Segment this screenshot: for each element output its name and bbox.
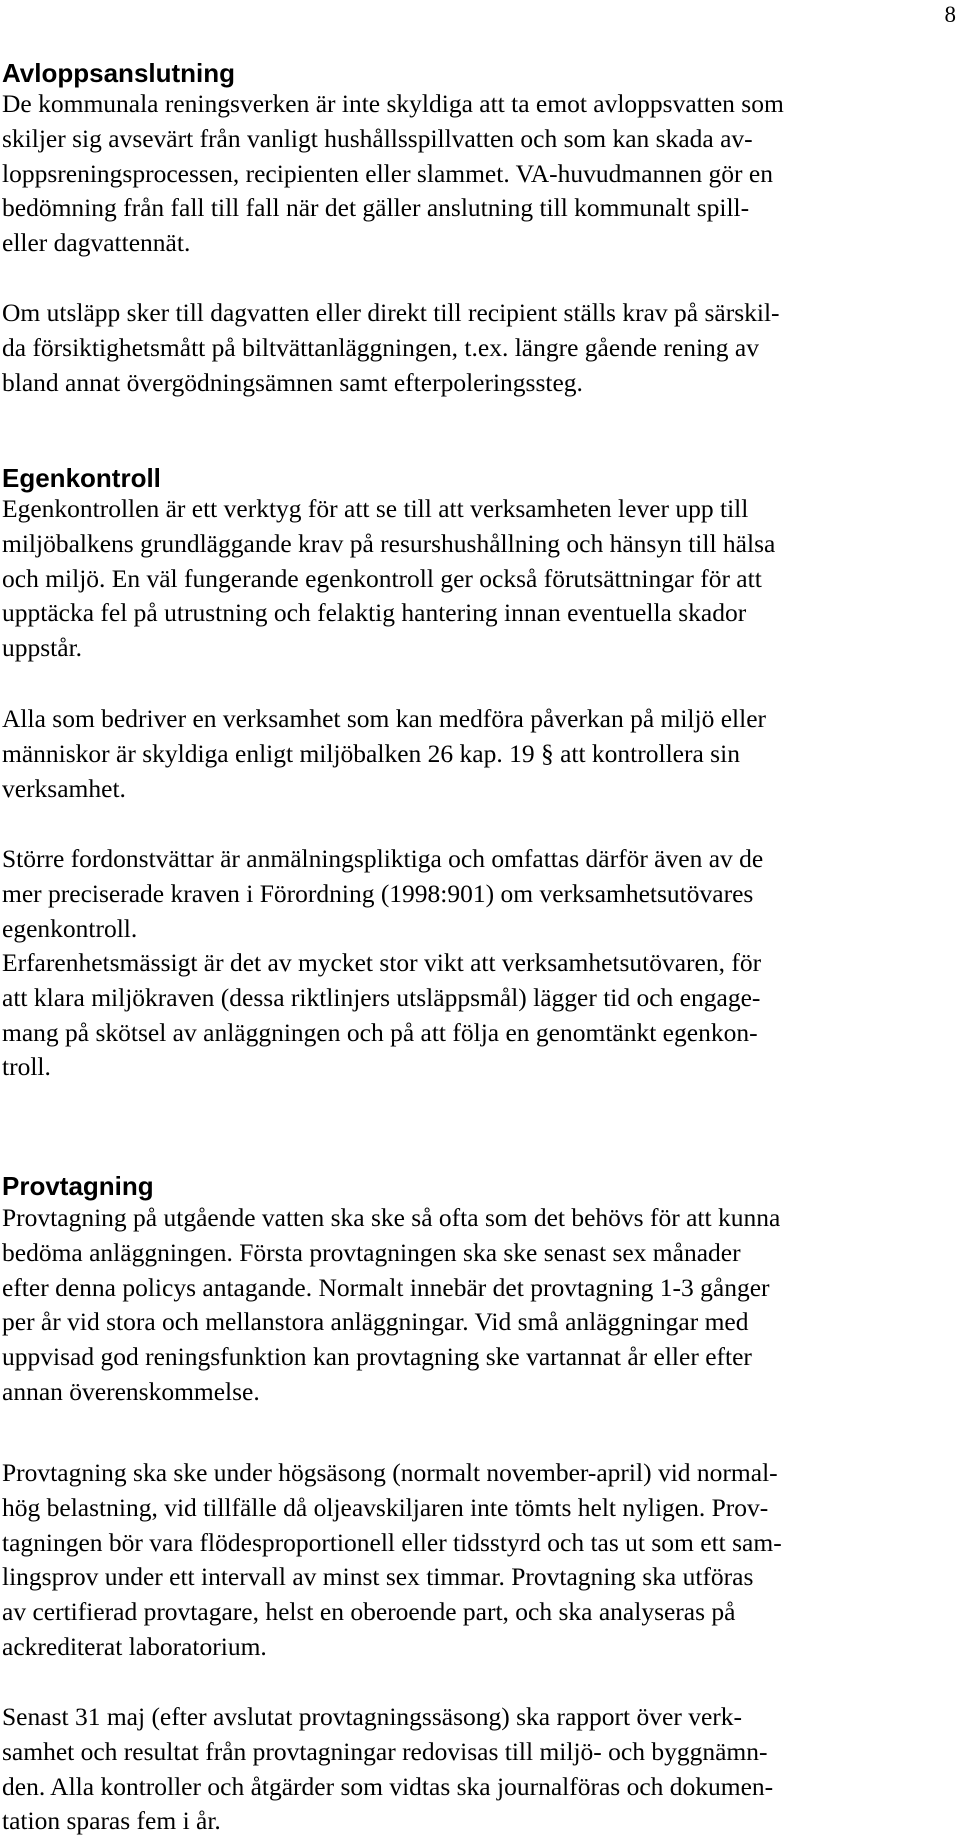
heading-egenkontroll: Egenkontroll <box>2 463 161 493</box>
text-line: människor är skyldiga enligt miljöbalken 26 kap. 19 § att kontrollera sin <box>2 738 740 768</box>
text-line: lingsprov under ett intervall av minst sex timmar. Provtagning ska utföras <box>2 1562 754 1592</box>
text-line: da försiktighetsmått på biltvättanläggningen, t.ex. längre gående rening av <box>2 332 759 362</box>
text-line: Alla som bedriver en verksamhet som kan medföra påverkan på miljö eller <box>2 704 767 733</box>
text-line: per år vid stora och mellanstora anläggningar. Vid små anläggningar med <box>2 1307 749 1337</box>
text-line: Egenkontrollen är ett verktyg för att se till att verksamheten lever upp till <box>2 494 749 523</box>
text-line: De kommunala reningsverken är inte skyldiga att ta emot avloppsvatten som <box>2 89 784 118</box>
text-line: Erfarenhetsmässigt är det av mycket stor vikt att verksamhetsutövaren, för <box>2 948 762 977</box>
text-line: mer preciserade kraven i Förordning (1998:901) om verksamhetsutövares <box>2 878 754 908</box>
text-line: annan överenskommelse. <box>2 1376 260 1406</box>
text-line: bedöma anläggningen. Första provtagningen ska ske senast sex månader <box>2 1237 741 1267</box>
text-line: bedömning från fall till fall när det gäller anslutning till kommunalt spill- <box>2 193 750 223</box>
paragraph <box>2 842 932 946</box>
text-line: Större fordonstvättar är anmälningspliktiga och omfattas därför även av de <box>2 844 764 873</box>
paragraph <box>2 492 932 666</box>
paragraph <box>2 87 932 261</box>
text-line: uppvisad god reningsfunktion kan provtagning ske vartannat år eller efter <box>2 1342 752 1372</box>
text-line: verksamhet. <box>2 773 126 803</box>
text-line: eller dagvattennät. <box>2 228 191 258</box>
text-line: samhet och resultat från provtagningar redovisas till miljö- och byggnämn- <box>2 1736 768 1766</box>
text-line: skiljer sig avsevärt från vanligt hushållsspillvatten och som kan skada av- <box>2 123 753 153</box>
text-line: Om utsläpp sker till dagvatten eller direkt till recipient ställs krav på särskil- <box>2 298 780 327</box>
text-line: loppsreningsprocessen, recipienten eller slammet. VA-huvudmannen gör en <box>2 158 773 188</box>
text-line: Provtagning ska ske under högsäsong (normalt november-april) vid normal- <box>2 1458 778 1487</box>
text-line: troll. <box>2 1052 51 1082</box>
text-line: mang på skötsel av anläggningen och på att följa en genomtänkt egenkon- <box>2 1017 758 1047</box>
text-line: den. Alla kontroller och åtgärder som vidtas ska journalföras och dokumen- <box>2 1771 774 1801</box>
paragraph <box>2 946 932 1085</box>
heading-provtagning: Provtagning <box>2 1171 154 1201</box>
text-line: av certifierad provtagare, helst en oberoende part, och ska analyseras på <box>2 1597 736 1627</box>
heading-avloppsanslutning: Avloppsanslutning <box>2 58 236 88</box>
text-line: upptäcka fel på utrustning och felaktig hantering innan eventuella skador <box>2 598 747 628</box>
text-line: egenkontroll. <box>2 913 138 943</box>
text-line: tation sparas fem i år. <box>2 1806 221 1836</box>
text-line: tagningen bör vara flödesproportionell eller tidsstyrd och tas ut som ett sam- <box>2 1527 782 1557</box>
text-line: efter denna policys antagande. Normalt innebär det provtagning 1-3 gånger <box>2 1272 770 1302</box>
text-line: Senast 31 maj (efter avslutat provtagningssäsong) ska rapport över verk- <box>2 1702 742 1731</box>
paragraph <box>2 702 932 806</box>
text-line: uppstår. <box>2 633 83 663</box>
text-line: att klara miljökraven (dessa riktlinjers utsläppsmål) lägger tid och engage- <box>2 982 761 1012</box>
paragraph <box>2 1201 932 1410</box>
text-line: och miljö. En väl fungerande egenkontroll ger också förutsättningar för att <box>2 563 762 593</box>
text-line: hög belastning, vid tillfälle då oljeavskiljaren inte tömts helt nyligen. Prov- <box>2 1492 769 1522</box>
page-number: 8 <box>944 2 956 27</box>
paragraph <box>2 1700 932 1839</box>
paragraph <box>2 296 932 400</box>
paragraph <box>2 1456 932 1665</box>
text-line: Provtagning på utgående vatten ska ske så ofta som det behövs för att kunna <box>2 1203 781 1232</box>
text-line: bland annat övergödningsämnen samt efterpoleringssteg. <box>2 367 583 397</box>
text-line: ackrediterat laboratorium. <box>2 1631 267 1661</box>
text-line: miljöbalkens grundläggande krav på resurshushållning och hänsyn till hälsa <box>2 528 776 558</box>
